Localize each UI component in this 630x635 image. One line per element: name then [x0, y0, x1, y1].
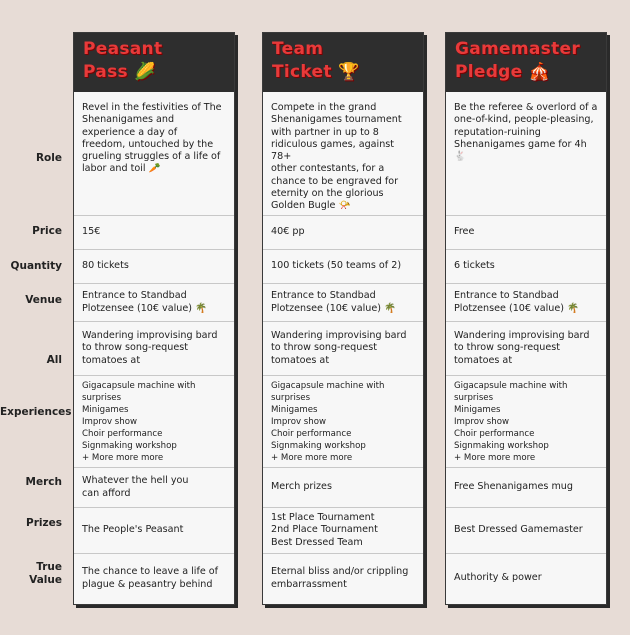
card-title: Team Ticket 🏆 [272, 39, 360, 82]
cell-role: Revel in the festivities of The Shenanigames and experience a day of freedom, untouched by the grueling struggles of a life of labor and toil 🥕 [82, 102, 222, 175]
card-team-ticket [262, 32, 424, 605]
row-label-role: Role [35, 152, 62, 164]
cell-prizes: 1st Place Tournament 2nd Place Tournament Best Dressed Team [263, 507, 423, 553]
cell-quantity: 6 tickets [446, 249, 606, 283]
cell-true-value: The chance to leave a life of plague & peasantry behind [74, 553, 234, 603]
cell-merch: Whatever the hell you can afford [74, 467, 234, 507]
cell-venue: Entrance to Standbad Plotzensee (10€ value) 🌴 [263, 283, 423, 321]
cell-role: Be the referee & overlord of a one-of-kind, people-pleasing, reputation-ruining Shenanigames game for 4h 🐇 [454, 102, 598, 163]
card-gamemaster-pledge [445, 32, 607, 605]
cell-true-value: Eternal bliss and/or crippling embarrassment [263, 553, 423, 603]
cell-experiences-list: Gigacapsule machine with surprises Minigames Improv show Choir performance Signmaking workshop + More more more [74, 375, 234, 467]
row-label-all-experiences: All Experiences [0, 354, 72, 418]
card-title: Peasant Pass 🌽 [83, 39, 163, 82]
card-header [446, 33, 606, 92]
cell-quantity: 100 tickets (50 teams of 2) [263, 249, 423, 283]
cell-all-experiences-bard: Wandering improvising bard to throw song-request tomatoes at [446, 321, 606, 375]
cell-prizes: Best Dressed Gamemaster [446, 507, 606, 553]
card-header [74, 33, 234, 92]
row-label-true-value: True Value [29, 561, 62, 586]
card-peasant-pass [73, 32, 235, 605]
cell-price: 40€ pp [263, 215, 423, 249]
cell-merch: Merch prizes [263, 467, 423, 507]
cell-price: 15€ [74, 215, 234, 249]
cell-merch: Free Shenanigames mug [446, 467, 606, 507]
cell-quantity: 80 tickets [74, 249, 234, 283]
row-label-quantity: Quantity [10, 260, 62, 272]
card-title: Gamemaster Pledge 🎪 [455, 39, 581, 82]
cell-venue: Entrance to Standbad Plotzensee (10€ value) 🌴 [74, 283, 234, 321]
cell-all-experiences-bard: Wandering improvising bard to throw song-request tomatoes at [263, 321, 423, 375]
cell-experiences-list: Gigacapsule machine with surprises Minigames Improv show Choir performance Signmaking workshop + More more more [446, 375, 606, 467]
row-label-price: Price [32, 225, 62, 237]
cell-true-value: Authority & power [446, 553, 606, 603]
cell-all-experiences-bard: Wandering improvising bard to throw song-request tomatoes at [74, 321, 234, 375]
card-header [263, 33, 423, 92]
row-label-prizes: Prizes [26, 517, 62, 529]
cell-prizes: The People's Peasant [74, 507, 234, 553]
cell-experiences-list: Gigacapsule machine with surprises Minigames Improv show Choir performance Signmaking workshop + More more more [263, 375, 423, 467]
cell-venue: Entrance to Standbad Plotzensee (10€ value) 🌴 [446, 283, 606, 321]
row-label-venue: Venue [25, 294, 62, 306]
cell-price: Free [446, 215, 606, 249]
cell-role: Compete in the grand Shenanigames tournament with partner in up to 8 ridiculous games, against 78+ other contestants, for a chance to be engraved for eternity on the glorious Golden Bugle 📯 [271, 102, 402, 212]
row-label-merch: Merch [25, 476, 62, 488]
